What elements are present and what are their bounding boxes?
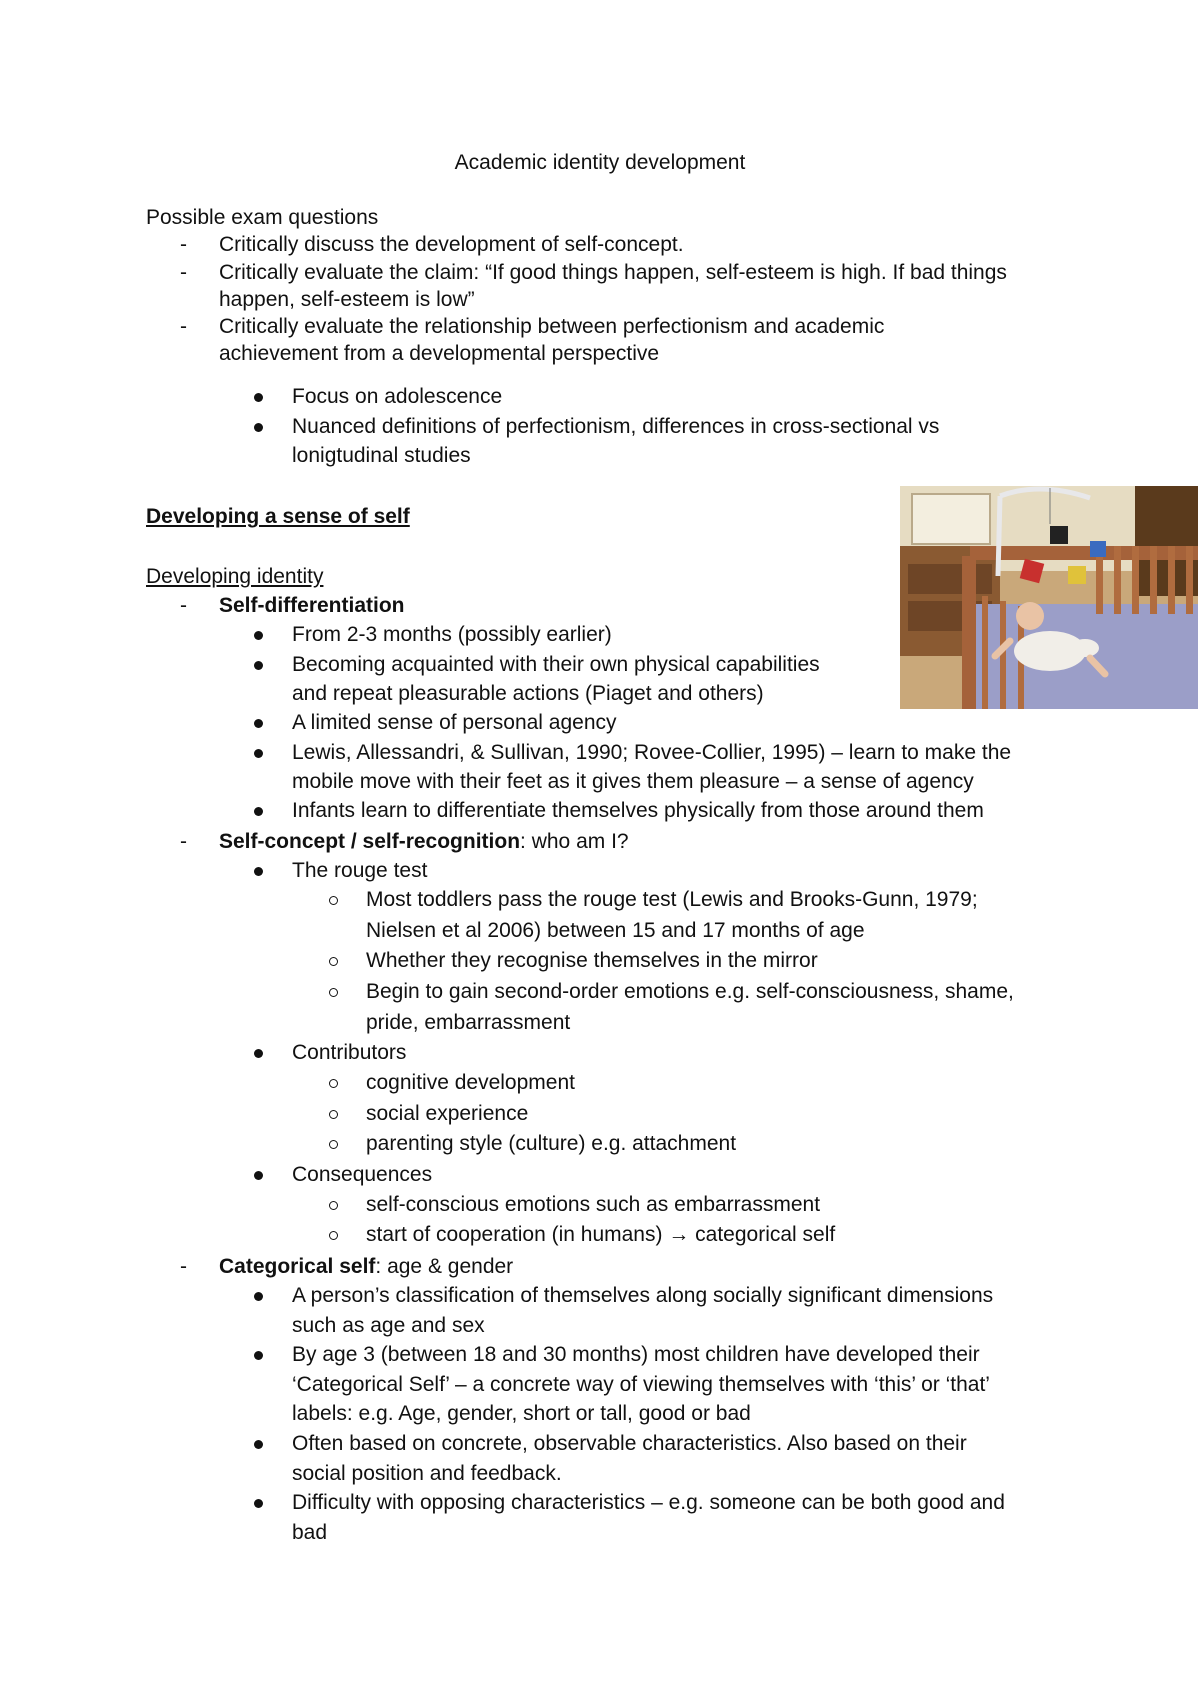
rouge-sub-1-line-2: Nielsen et al 2006) between 15 and 17 months of age xyxy=(366,919,865,942)
categorical-bullet-3-line-2: social position and feedback. xyxy=(292,1462,562,1485)
sub-bullet-circle xyxy=(329,896,338,905)
categorical-bullet-2-line-1: By age 3 (between 18 and 30 months) most children have developed their xyxy=(292,1343,980,1366)
sub-bullet-circle xyxy=(329,1140,338,1149)
dash-marker: - xyxy=(180,1255,187,1278)
exam-question-3-line-2: achievement from a developmental perspective xyxy=(219,342,660,365)
exam-question-2-line-2: happen, self-esteem is low” xyxy=(219,288,475,311)
baby-crib-illustration xyxy=(900,486,1198,709)
sub-bullet-circle xyxy=(329,1110,338,1119)
dash-marker: - xyxy=(180,830,187,853)
dash-marker: - xyxy=(180,315,187,338)
self-concept-label: Self-concept / self-recognition xyxy=(219,830,521,853)
rouge-sub-3-line-2: pride, embarrassment xyxy=(366,1011,571,1034)
wall-window xyxy=(912,494,990,544)
categorical-self-line xyxy=(219,1252,513,1282)
bullet-dot xyxy=(254,1499,263,1508)
categorical-bullet-1-line-1: A person’s classification of themselves along socially significant dimensions xyxy=(292,1284,994,1307)
sub-bullet-circle xyxy=(329,957,338,966)
rouge-sub-3-line-1: Begin to gain second-order emotions e.g. self-consciousness, shame, xyxy=(366,980,1014,1003)
self-differentiation-bullet-2-line-1: Becoming acquainted with their own physical capabilities xyxy=(292,653,820,676)
mobile-toy-blue xyxy=(1090,541,1106,557)
sub-bullet-circle xyxy=(329,1231,338,1240)
exam-question-2-line-1: Critically evaluate the claim: “If good things happen, self-esteem is high. If bad things xyxy=(219,261,1007,284)
baby-crib-photo xyxy=(900,486,1198,709)
bullet-dot xyxy=(254,719,263,728)
exam-question-1: Critically discuss the development of self-concept. xyxy=(219,233,684,256)
mobile-pole xyxy=(998,496,1000,576)
subsection-heading: Developing identity xyxy=(146,565,324,588)
mobile-toy-black xyxy=(1050,526,1068,544)
dresser-drawer xyxy=(908,564,992,594)
exam-question-3-line-1: Critically evaluate the relationship between perfectionism and academic xyxy=(219,315,885,338)
baby-head xyxy=(1016,602,1044,630)
mobile-toy-yellow xyxy=(1068,566,1086,584)
self-differentiation-bullet-4-line-1: Lewis, Allessandri, & Sullivan, 1990; Rovee-Collier, 1995) – learn to make the xyxy=(292,741,1012,764)
crib-post xyxy=(962,556,976,709)
categorical-bullet-4-line-2: bad xyxy=(292,1521,328,1544)
contributor-2: social experience xyxy=(366,1102,529,1125)
categorical-bullet-3-line-1: Often based on concrete, observable characteristics. Also based on their xyxy=(292,1432,967,1455)
dash-marker: - xyxy=(180,594,187,617)
bullet-dot xyxy=(254,1292,263,1301)
bullet-dot xyxy=(254,749,263,758)
self-differentiation-bullet-2-line-2: and repeat pleasurable actions (Piaget and others) xyxy=(292,682,764,705)
self-differentiation-bullet-1: From 2-3 months (possibly earlier) xyxy=(292,623,612,646)
self-concept-line xyxy=(219,827,629,857)
categorical-bullet-2-line-3: labels: e.g. Age, gender, short or tall, good or bad xyxy=(292,1402,751,1425)
self-differentiation-bullet-3: A limited sense of personal agency xyxy=(292,711,617,734)
sub-bullet-circle xyxy=(329,1079,338,1088)
rouge-sub-1-line-1: Most toddlers pass the rouge test (Lewis and Brooks-Gunn, 1979; xyxy=(366,888,978,911)
categorical-self-label: Categorical self xyxy=(219,1255,376,1278)
categorical-bullet-2-line-2: ‘Categorical Self’ – a concrete way of viewing themselves with ‘this’ or ‘that’ xyxy=(292,1373,990,1396)
bullet-dot xyxy=(254,423,263,432)
rouge-sub-2: Whether they recognise themselves in the mirror xyxy=(366,949,818,972)
self-concept-question: : who am I? xyxy=(520,830,629,853)
exam-question-3-bullet-2-line-1: Nuanced definitions of perfectionism, differences in cross-sectional vs xyxy=(292,415,940,438)
bullet-dot xyxy=(254,1440,263,1449)
exam-questions-heading: Possible exam questions xyxy=(146,206,379,229)
page-title: Academic identity development xyxy=(454,151,746,174)
contributor-3: parenting style (culture) e.g. attachment xyxy=(366,1132,737,1155)
section-heading: Developing a sense of self xyxy=(146,505,410,528)
sub-bullet-circle xyxy=(329,988,338,997)
bullet-dot xyxy=(254,393,263,402)
exam-question-3-bullet-2-line-2: lonigtudinal studies xyxy=(292,444,471,467)
bullet-dot xyxy=(254,661,263,670)
bullet-dot xyxy=(254,1049,263,1058)
baby-diaper xyxy=(1071,639,1099,657)
bullet-dot xyxy=(254,1351,263,1360)
dash-marker: - xyxy=(180,233,187,256)
consequence-1: self-conscious emotions such as embarrassment xyxy=(366,1193,821,1216)
consequence-2 xyxy=(366,1220,835,1250)
crib-top-rail xyxy=(970,546,1198,560)
contributor-1: cognitive development xyxy=(366,1071,575,1094)
bullet-dot xyxy=(254,867,263,876)
contributors-bullet: Contributors xyxy=(292,1041,407,1064)
consequence-2-start: start of cooperation (in humans) xyxy=(366,1223,669,1246)
rouge-test-bullet: The rouge test xyxy=(292,859,428,882)
dash-marker: - xyxy=(180,261,187,284)
categorical-bullet-1-line-2: such as age and sex xyxy=(292,1314,485,1337)
self-differentiation-bullet-5: Infants learn to differentiate themselves physically from those around them xyxy=(292,799,984,822)
categorical-self-topic: : age & gender xyxy=(375,1255,514,1278)
self-differentiation-label: Self-differentiation xyxy=(219,594,405,617)
sub-bullet-circle xyxy=(329,1201,338,1210)
bullet-dot xyxy=(254,807,263,816)
categorical-bullet-4-line-1: Difficulty with opposing characteristics – e.g. someone can be both good and xyxy=(292,1491,1005,1514)
bullet-dot xyxy=(254,1171,263,1180)
self-differentiation-bullet-4-line-2: mobile move with their feet as it gives them pleasure – a sense of agency xyxy=(292,770,974,793)
consequence-2-end: categorical self xyxy=(689,1223,836,1246)
bullet-dot xyxy=(254,631,263,640)
arrow-right-icon: → xyxy=(668,1223,690,1246)
consequences-bullet: Consequences xyxy=(292,1163,433,1186)
exam-question-3-bullet-1: Focus on adolescence xyxy=(292,385,503,408)
